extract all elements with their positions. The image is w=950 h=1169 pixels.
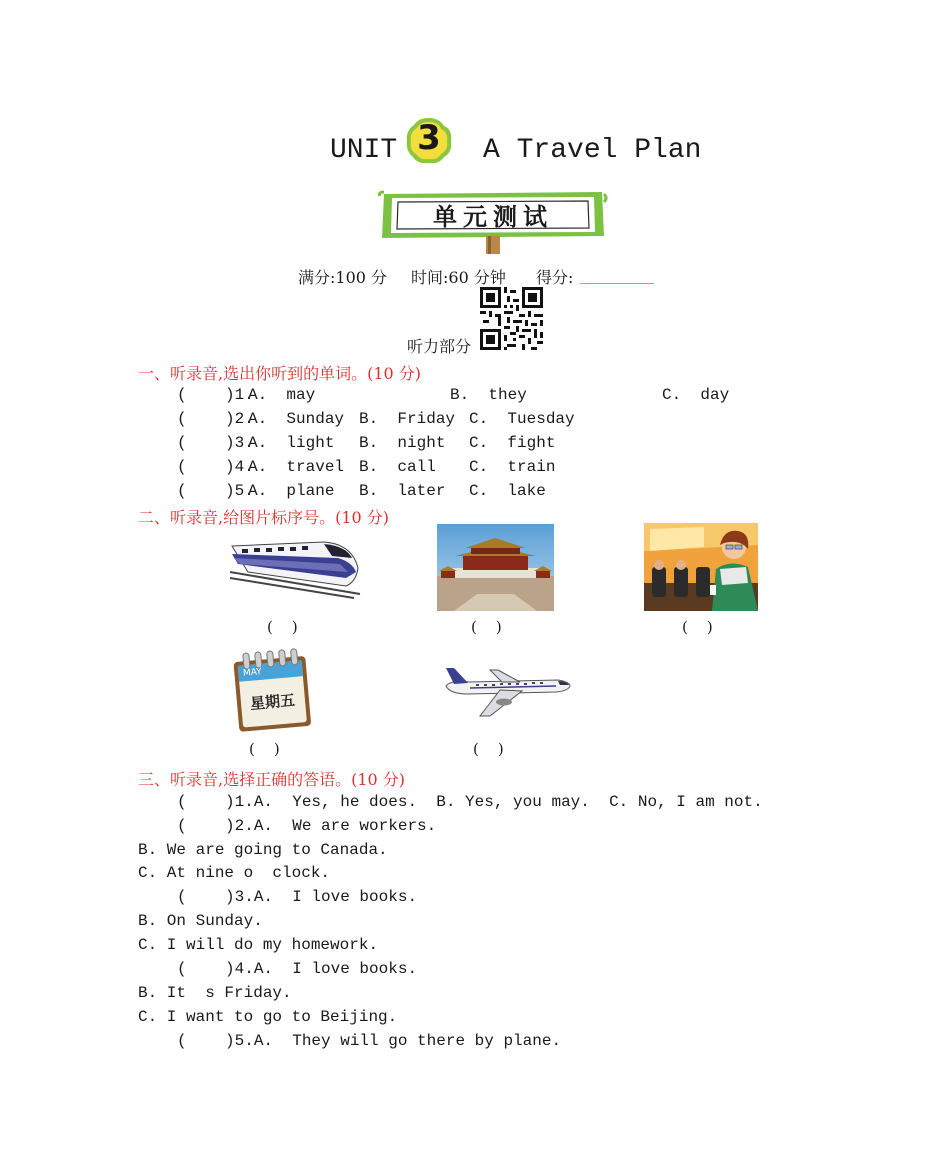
s1-item-4-option-a: A. travel	[248, 458, 345, 476]
bus-passenger-picture	[644, 523, 758, 611]
banner-text: 单元测试	[433, 203, 553, 231]
s1-item-1-option-a: A. may	[248, 386, 316, 404]
picture-3-answer-blank[interactable]: ( )	[682, 618, 713, 636]
s1-item-4-option-c: C. train	[469, 458, 556, 476]
s3-question-2-option-a: ( )2.A. We are workers.	[177, 817, 437, 835]
title-name: A Travel Plan	[483, 135, 702, 166]
s1-item-1-lead: ( )1.	[177, 386, 254, 404]
title-unit-word: UNIT	[330, 135, 398, 166]
airplane-picture	[440, 660, 572, 720]
palace-museum-picture	[437, 524, 554, 611]
s1-item-5-option-b: B. later	[359, 482, 446, 500]
qr-code	[480, 287, 543, 350]
listening-label: 听力部分	[407, 337, 472, 356]
s1-item-2-option-b: B. Friday	[359, 410, 456, 428]
s1-item-2-option-a: A. Sunday	[248, 410, 345, 428]
s3-question-4-option-b: B. It s Friday.	[138, 984, 292, 1002]
s3-question-2-option-b: B. We are going to Canada.	[138, 841, 388, 859]
s1-item-4-lead: ( )4.	[177, 458, 254, 476]
s1-item-2-option-c: C. Tuesday	[469, 410, 575, 428]
unit-number: 3	[417, 118, 441, 158]
s1-item-3-option-c: C. fight	[469, 434, 556, 452]
unit-test-banner	[378, 188, 608, 256]
picture-1-answer-blank[interactable]: ( )	[267, 618, 298, 636]
s3-question-4-option-c: C. I want to go to Beijing.	[138, 1008, 398, 1026]
s1-item-5-option-a: A. plane	[248, 482, 335, 500]
s1-item-1-option-c: C. day	[662, 386, 730, 404]
calendar-picture	[228, 645, 314, 735]
picture-4-answer-blank[interactable]: ( )	[249, 740, 280, 758]
picture-5-answer-blank[interactable]: ( )	[473, 740, 504, 758]
s1-item-2-lead: ( )2.	[177, 410, 254, 428]
unit-number-badge	[404, 116, 454, 166]
section-1-title: 一、听录音,选出你听到的单词。(10 分)	[138, 364, 422, 383]
section-3-title: 三、听录音,选择正确的答语。(10 分)	[138, 770, 406, 789]
s3-question-3-option-b: B. On Sunday.	[138, 912, 263, 930]
full-score: 满分:100 分	[298, 268, 388, 287]
score-blank[interactable]	[580, 283, 654, 284]
s3-question-3-option-c: C. I will do my homework.	[138, 936, 379, 954]
s1-item-3-lead: ( )3.	[177, 434, 254, 452]
s1-item-3-option-a: A. light	[248, 434, 335, 452]
s1-item-5-lead: ( )5.	[177, 482, 254, 500]
s1-item-5-option-c: C. lake	[469, 482, 546, 500]
s1-item-4-option-b: B. call	[359, 458, 436, 476]
s1-item-1-option-b: B. they	[450, 386, 527, 404]
calendar-weekday: 星期五	[249, 691, 296, 713]
s3-question-5-option-a: ( )5.A. They will go there by plane.	[177, 1032, 562, 1050]
picture-2-answer-blank[interactable]: ( )	[471, 618, 502, 636]
time-limit: 时间:60 分钟	[411, 268, 506, 287]
s3-question-3-option-a: ( )3.A. I love books.	[177, 888, 418, 906]
s3-question-1: ( )1.A. Yes, he does. B. Yes, you may. C. No, I am not.	[177, 793, 763, 811]
s1-item-3-option-b: B. night	[359, 434, 446, 452]
section-2-title: 二、听录音,给图片标序号。(10 分)	[138, 508, 390, 527]
s3-question-4-option-a: ( )4.A. I love books.	[177, 960, 418, 978]
calendar-month: MAY	[242, 667, 263, 679]
score-label: 得分:	[536, 268, 574, 287]
train-picture	[228, 528, 363, 600]
s3-question-2-option-c: C. At nine o clock.	[138, 864, 331, 882]
